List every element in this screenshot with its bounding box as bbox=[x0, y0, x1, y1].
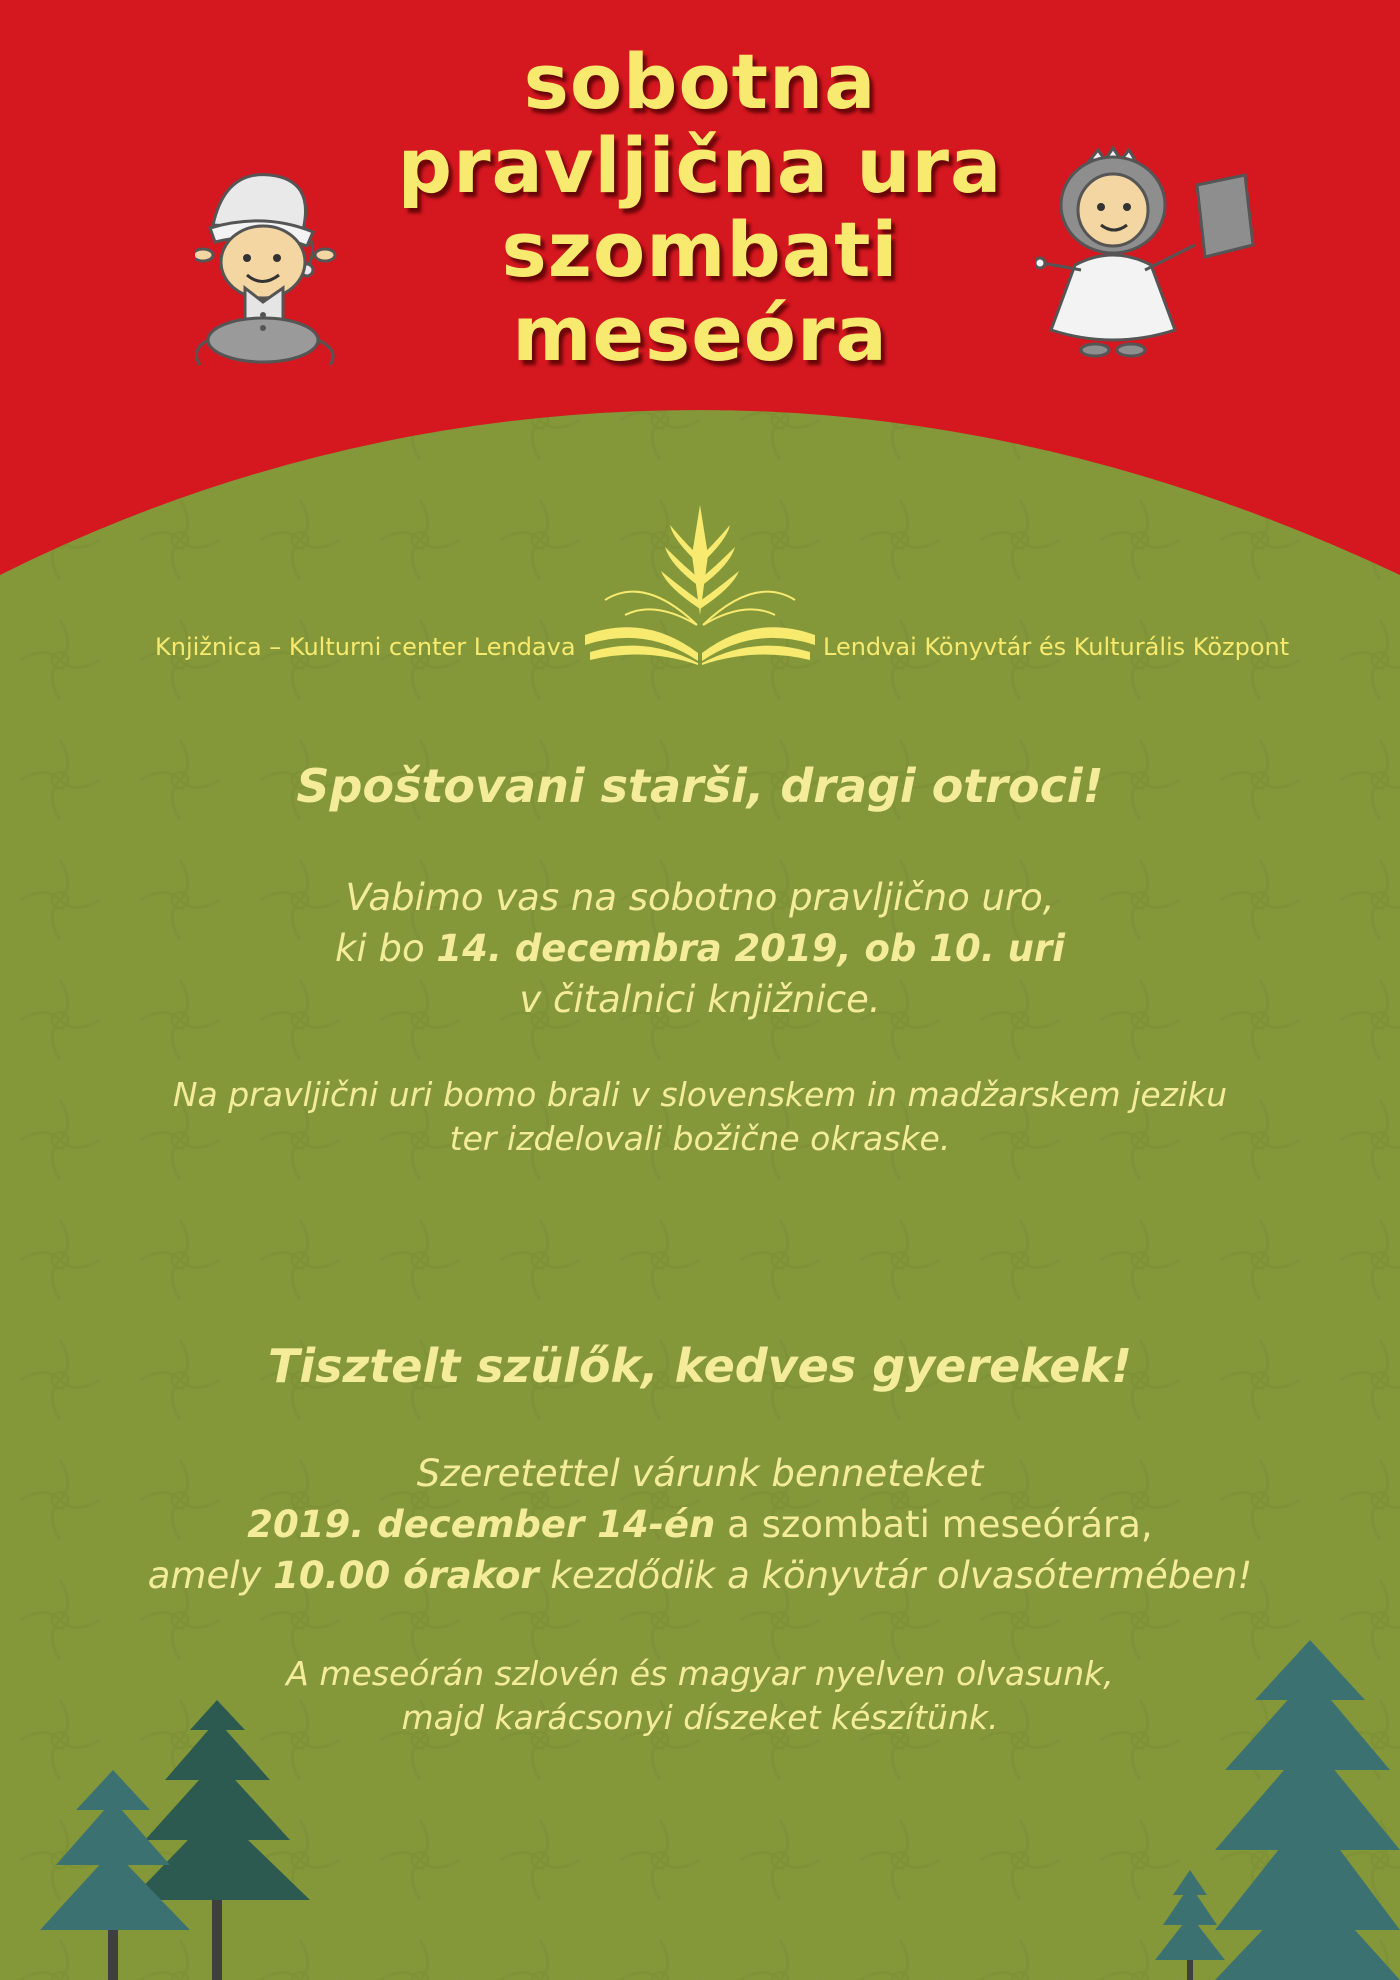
slovene-note-line-2: ter izdelovali božične okraske. bbox=[449, 1119, 951, 1158]
hungarian-invite-line-1: Szeretettel várunk benneteket bbox=[416, 1452, 984, 1495]
slovene-invitation bbox=[60, 872, 1340, 1025]
hungarian-invite-line-3: amely 10.00 órakor kezdődik a könyvtár olvasótermében! bbox=[147, 1554, 1253, 1597]
hungarian-time: 10.00 órakor bbox=[273, 1554, 539, 1597]
slovene-heading: Spoštovani starši, dragi otroci! bbox=[296, 759, 1104, 813]
slovene-invite-line-2: ki bo 14. decembra 2019, ob 10. uri bbox=[335, 927, 1065, 970]
library-name-hungarian: Lendvai Könyvtár és Kulturális Központ bbox=[823, 633, 1290, 661]
poster-title bbox=[320, 37, 1080, 378]
slovene-note bbox=[60, 1073, 1340, 1161]
hungarian-section bbox=[60, 1338, 1340, 1394]
slovene-section bbox=[60, 758, 1340, 814]
hungarian-invite-line-2: 2019. december 14-én a szombati meseórára, bbox=[247, 1503, 1153, 1546]
slovene-invite-line-3: v čitalnici knjižnice. bbox=[519, 978, 881, 1021]
title-line-1: sobotna bbox=[523, 37, 877, 126]
slovene-invite-line-1: Vabimo vas na sobotno pravljično uro, bbox=[345, 876, 1055, 919]
title-line-4: meseóra bbox=[512, 289, 888, 378]
hungarian-date: 2019. december 14-én bbox=[247, 1503, 716, 1546]
slovene-note-line-1: Na pravljični uri bomo brali v slovenskem in madžarskem jeziku bbox=[172, 1075, 1228, 1114]
pine-tree-right-large bbox=[1215, 1640, 1400, 1980]
library-name-slovene: Knjižnica – Kulturni center Lendava bbox=[155, 633, 576, 661]
hungarian-note-line-1: A meseórán szlovén és magyar nyelven olvasunk, bbox=[286, 1654, 1114, 1693]
pine-tree-left-front bbox=[40, 1770, 190, 1980]
hungarian-invitation bbox=[60, 1448, 1340, 1601]
hungarian-heading: Tisztelt szülők, kedves gyerekek! bbox=[268, 1339, 1132, 1393]
hungarian-note-line-2: majd karácsonyi díszeket készítünk. bbox=[401, 1698, 999, 1737]
book-wheat-logo bbox=[585, 505, 815, 665]
title-line-2: pravljična ura bbox=[397, 121, 1003, 210]
pine-tree-right-small bbox=[1155, 1870, 1225, 1980]
title-line-3: szombati bbox=[501, 205, 899, 294]
slovene-date: 14. decembra 2019, ob 10. uri bbox=[436, 927, 1065, 970]
